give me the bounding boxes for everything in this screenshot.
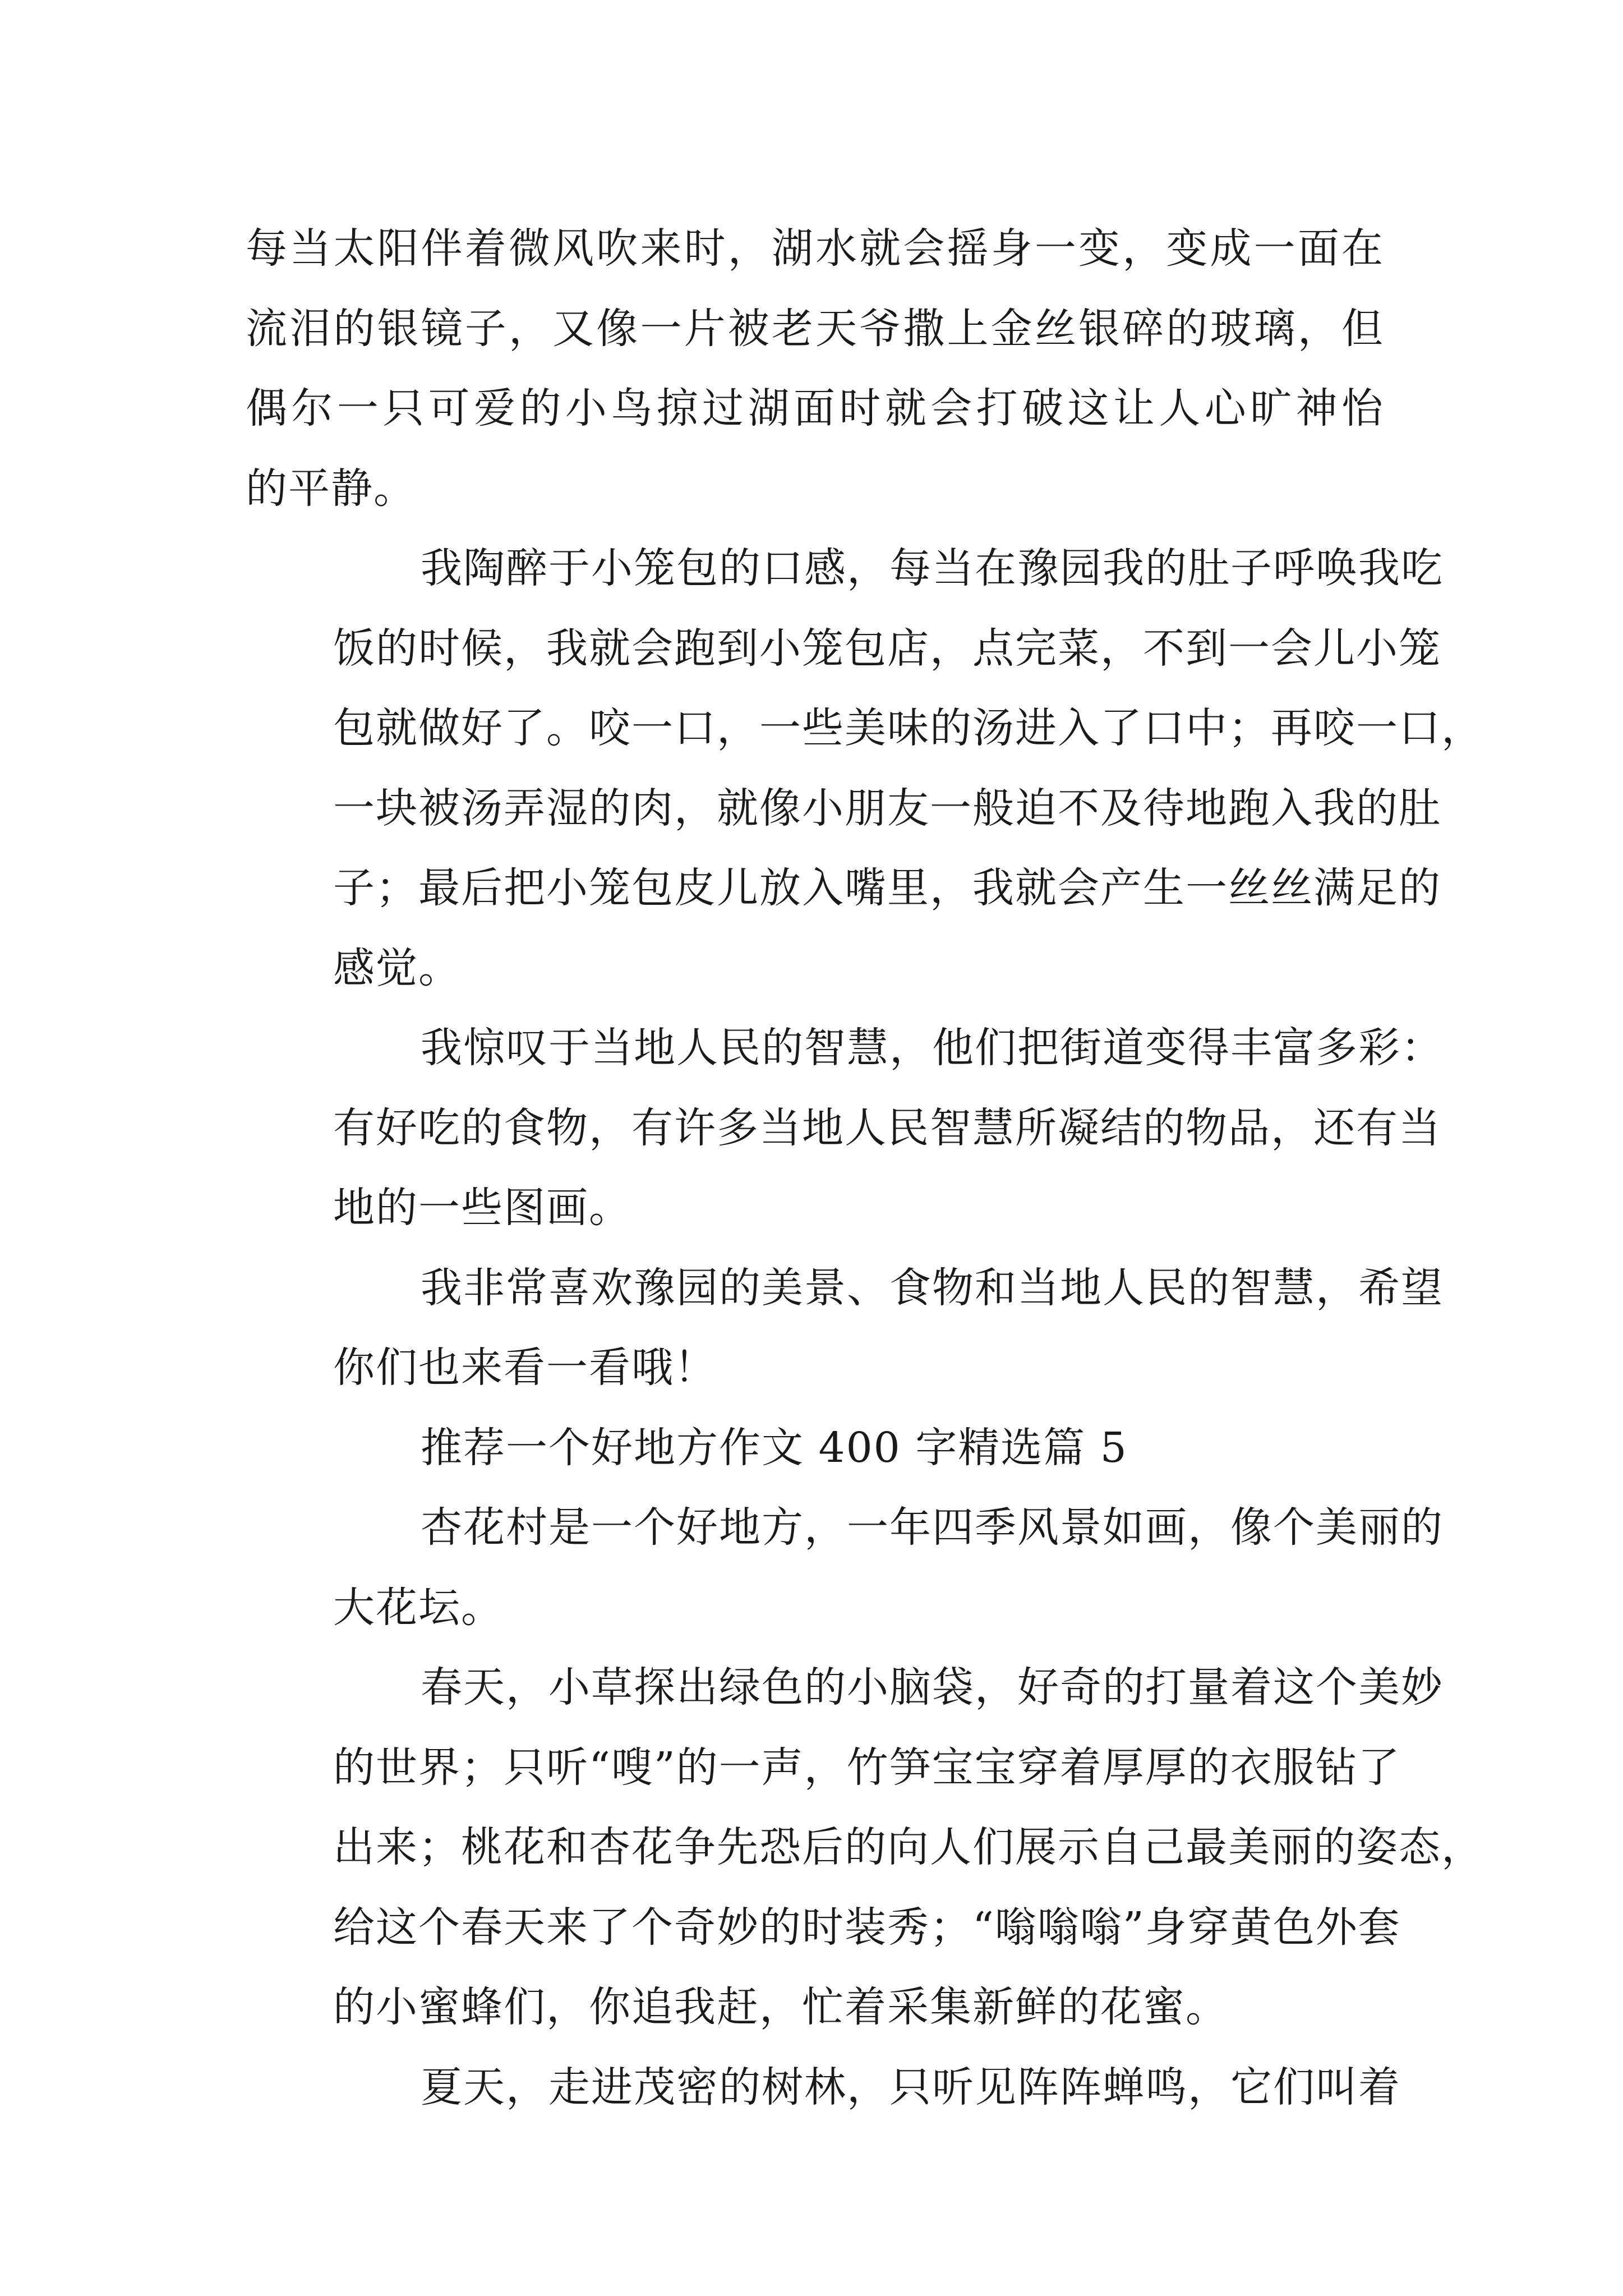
paragraph-conclusion [246,1248,1444,1408]
text-line: 的世界；只听“嗖”的一声，竹笋宝宝穿着厚厚的衣服钻了 [333,1743,1401,1792]
text-line: 感觉。 [333,944,461,992]
text-line: 夏天，走进茂密的树林，只听见阵阵蝉鸣，它们叫着 [421,2063,1401,2111]
paragraph-xinghua-village [246,1488,1444,1648]
text-line: 你们也来看一看哦！ [333,1343,717,1392]
text-line: 包就做好了。咬一口，一些美味的汤进入了口中；再咬一口， [333,704,1484,752]
text-line: 的平静。 [246,464,416,513]
text-line: 偶尔一只可爱的小鸟掠过湖面时就会打破这让人心旷神怡 [246,384,1384,432]
text-line: 子；最后把小笼包皮儿放入嘴里，我就会产生一丝丝满足的 [333,864,1441,912]
heading-text: 推荐一个好地方作文 400 字精选篇 5 [421,1423,1128,1472]
text-line: 给这个春天来了个奇妙的时装秀；“嗡嗡嗡”身穿黄色外套 [333,1903,1401,1952]
paragraph-xiaolongbao [246,528,1484,1008]
paragraph-wisdom [246,1008,1444,1248]
text-line: 出来；桃花和杏花争先恐后的向人们展示自己最美丽的姿态， [333,1823,1484,1871]
text-line: 春天，小草探出绿色的小脑袋，好奇的打量着这个美妙 [421,1663,1444,1711]
text-line: 大花坛。 [333,1583,504,1632]
text-line: 有好吃的食物，有许多当地人民智慧所凝结的物品，还有当 [333,1103,1441,1152]
text-line: 饭的时候，我就会跑到小笼包店，点完菜，不到一会儿小笼 [333,624,1441,673]
text-line: 我陶醉于小笼包的口感，每当在豫园我的肚子呼唤我吃 [421,544,1444,592]
text-line: 地的一些图画。 [333,1184,631,1232]
text-line: 流泪的银镜子，又像一片被老天爷撒上金丝银碎的玻璃，但 [246,304,1384,353]
paragraph-lake [246,209,1384,528]
document-body [246,209,1484,2127]
section-heading [246,1408,1384,1488]
text-line: 杏花村是一个好地方，一年四季风景如画，像个美丽的 [421,1503,1444,1552]
paragraph-summer [246,2047,1401,2128]
text-line: 每当太阳伴着微风吹来时，湖水就会摇身一变，变成一面在 [246,224,1384,273]
text-line: 一块被汤弄湿的肉，就像小朋友一般迫不及待地跑入我的肚 [333,784,1441,832]
text-line: 我惊叹于当地人民的智慧，他们把街道变得丰富多彩： [421,1024,1444,1072]
paragraph-spring [246,1648,1484,2047]
text-line: 的小蜜蜂们，你追我赶，忙着采集新鲜的花蜜。 [333,1983,1228,2031]
text-line: 我非常喜欢豫园的美景、食物和当地人民的智慧，希望 [421,1263,1444,1312]
